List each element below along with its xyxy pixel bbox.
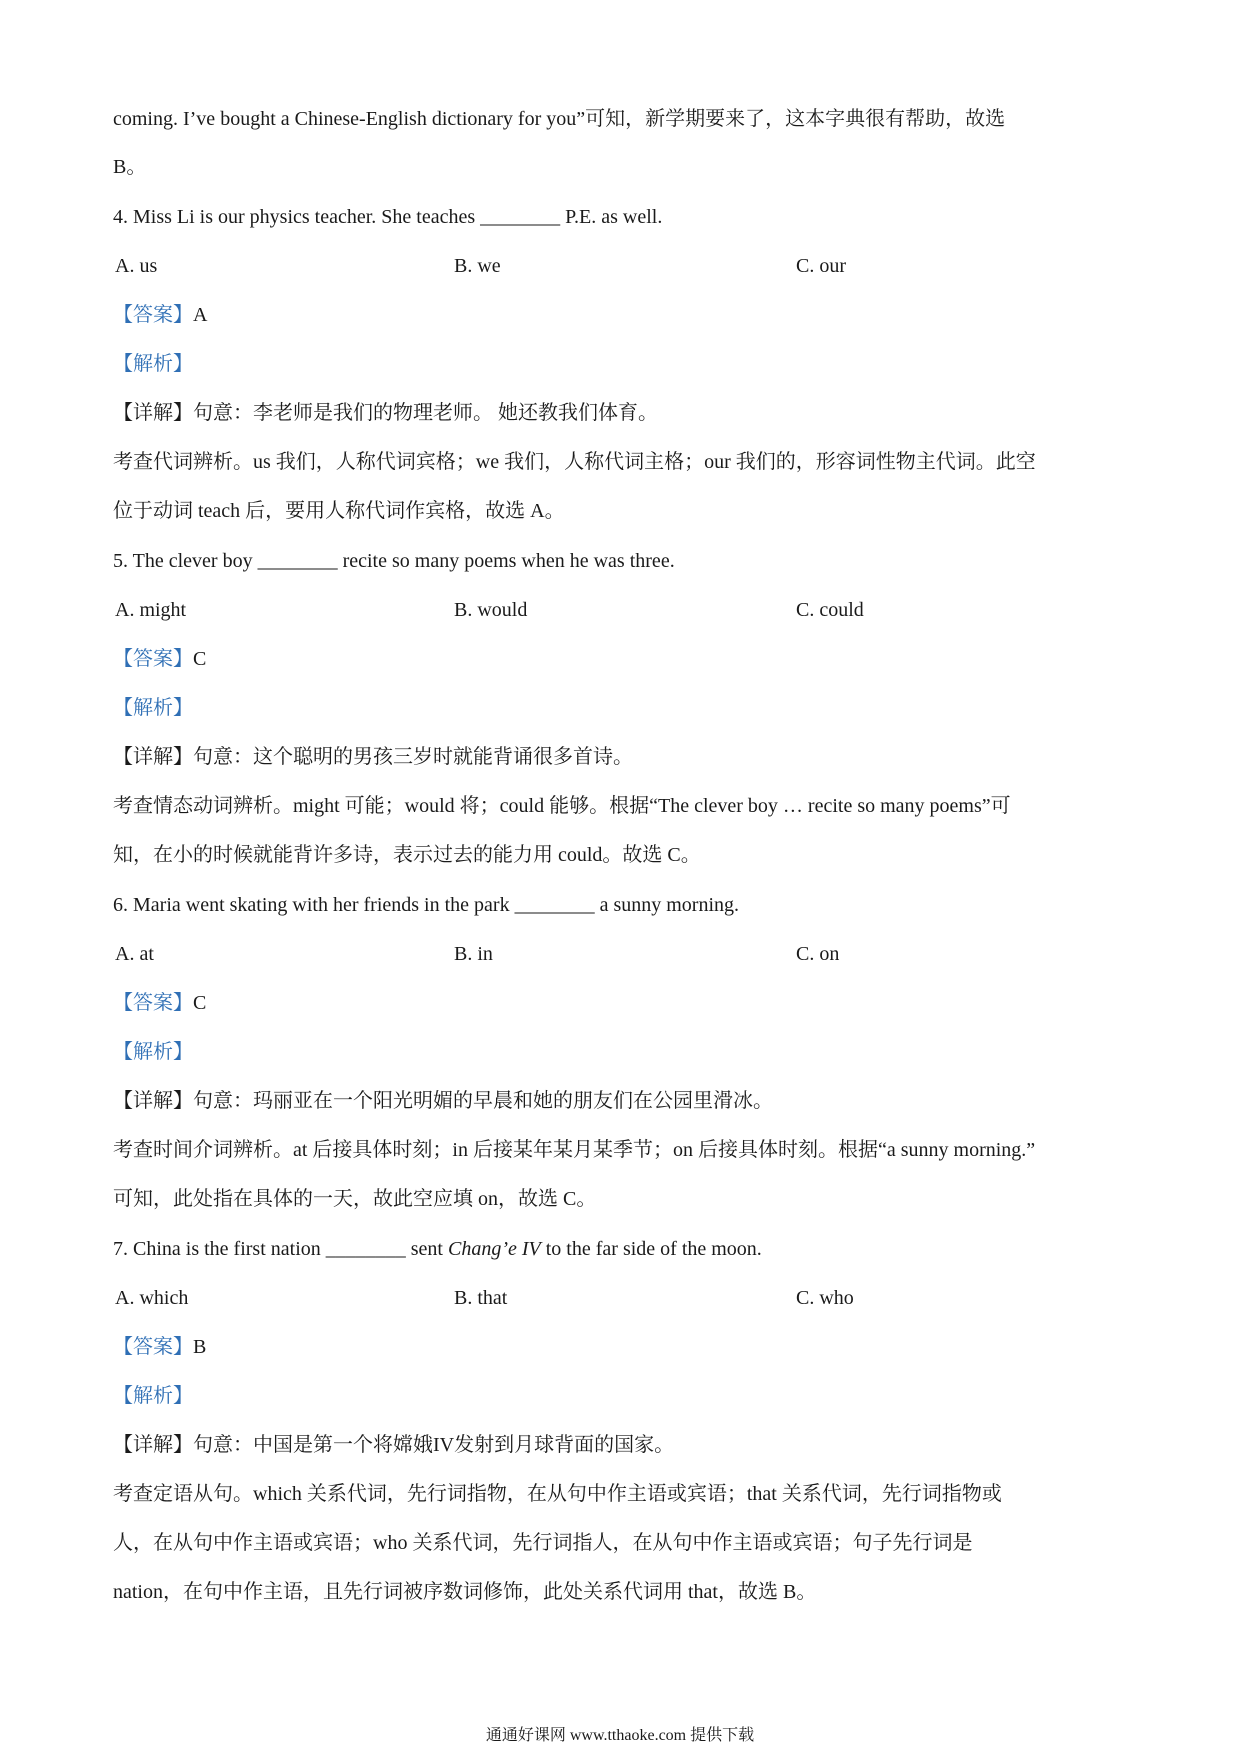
q4-analysis-label: 【解析】 [113,353,193,375]
page-footer: 通通好课网 www.tthaoke.com 提供下载 [485,1727,755,1744]
q6-explain-1: 考查时间介词辨析。at 后接具体时刻；in 后接某年某月某季节；on 后接具体时刻。根据“a sunny morning.” [113,1139,1036,1161]
q7-explain-2: 人，在从句中作主语或宾语；who 关系代词，先行词指人，在从句中作主语或宾语；句子先行词是 [113,1532,973,1554]
q7-answer: B [193,1336,207,1358]
question-4: 4. Miss Li is our physics teacher. She teaches ________ P.E. as well. [113,206,663,228]
detail-label: 【详解】 [113,746,193,768]
q5-option-a: A. might [115,599,187,621]
q5-detail-line [113,744,633,770]
q6-analysis-label: 【解析】 [113,1041,193,1063]
q5-option-b: B. would [454,599,528,621]
q4-detail: 句意：李老师是我们的物理老师。 她还教我们体育。 [193,402,658,424]
question-5: 5. The clever boy ________ recite so many poems when he was three. [113,550,675,572]
q6-detail: 句意：玛丽亚在一个阳光明媚的早晨和她的朋友们在公园里滑冰。 [193,1090,773,1112]
question-6: 6. Maria went skating with her friends in the park ________ a sunny morning. [113,894,739,916]
detail-label: 【详解】 [113,1090,193,1112]
q4-explain-2: 位于动词 teach 后，要用人称代词作宾格，故选 A。 [113,500,565,522]
q7-question-pre: 7. China is the first nation ________ sent [113,1238,448,1260]
q4-answer-line [113,302,207,328]
answer-label: 【答案】 [113,1336,193,1358]
q5-answer-line [113,646,206,672]
q5-explain-2: 知，在小的时候就能背许多诗，表示过去的能力用 could。故选 C。 [113,844,701,866]
detail-label: 【详解】 [113,1434,193,1456]
q7-question-post: to the far side of the moon. [540,1238,762,1260]
q5-option-c: C. could [796,599,864,621]
q6-option-a: A. at [115,943,154,965]
q6-explain-2: 可知，此处指在具体的一天，故此空应填 on，故选 C。 [113,1188,597,1210]
q4-detail-line [113,400,658,426]
intro-line-1: coming. I’ve bought a Chinese-English dictionary for you”可知，新学期要来了，这本字典很有帮助，故选 [113,108,1006,130]
q7-answer-line [113,1334,206,1360]
q7-question-italic: Chang’e IV [447,1238,541,1260]
q5-detail: 句意：这个聪明的男孩三岁时就能背诵很多首诗。 [193,746,633,768]
q7-analysis-label: 【解析】 [113,1385,193,1407]
intro-line-2: B。 [113,156,147,178]
q6-option-b: B. in [454,943,493,965]
q7-explain-1: 考查定语从句。which 关系代词，先行词指物，在从句中作主语或宾语；that 关系代词，先行词指物或 [113,1483,1002,1505]
q5-answer: C [193,648,207,670]
q4-explain-1: 考查代词辨析。us 我们，人称代词宾格；we 我们，人称代词主格；our 我们的，形容词性物主代词。此空 [113,451,1036,473]
q6-detail-line [113,1088,773,1114]
q7-option-a: A. which [115,1287,189,1309]
q7-option-b: B. that [454,1287,508,1309]
q5-explain-1: 考查情态动词辨析。might 可能；would 将；could 能够。根据“The clever boy … recite so many poems”可 [113,795,1011,817]
q4-option-b: B. we [454,255,501,277]
q4-answer: A [193,304,208,326]
q4-option-a: A. us [115,255,158,277]
detail-label: 【详解】 [113,402,193,424]
answer-label: 【答案】 [113,304,193,326]
q4-option-c: C. our [796,255,846,277]
question-7 [113,1236,762,1262]
q6-option-c: C. on [796,943,840,965]
q6-answer-line [113,990,206,1016]
q7-option-c: C. who [796,1287,854,1309]
q5-analysis-label: 【解析】 [113,697,193,719]
q7-explain-3: nation，在句中作主语，且先行词被序数词修饰，此处关系代词用 that，故选 B。 [113,1581,817,1603]
q7-detail: 句意：中国是第一个将嫦娥IV发射到月球背面的国家。 [193,1434,675,1456]
answer-label: 【答案】 [113,992,193,1014]
q6-answer: C [193,992,207,1014]
answer-label: 【答案】 [113,648,193,670]
q7-detail-line [113,1432,674,1458]
